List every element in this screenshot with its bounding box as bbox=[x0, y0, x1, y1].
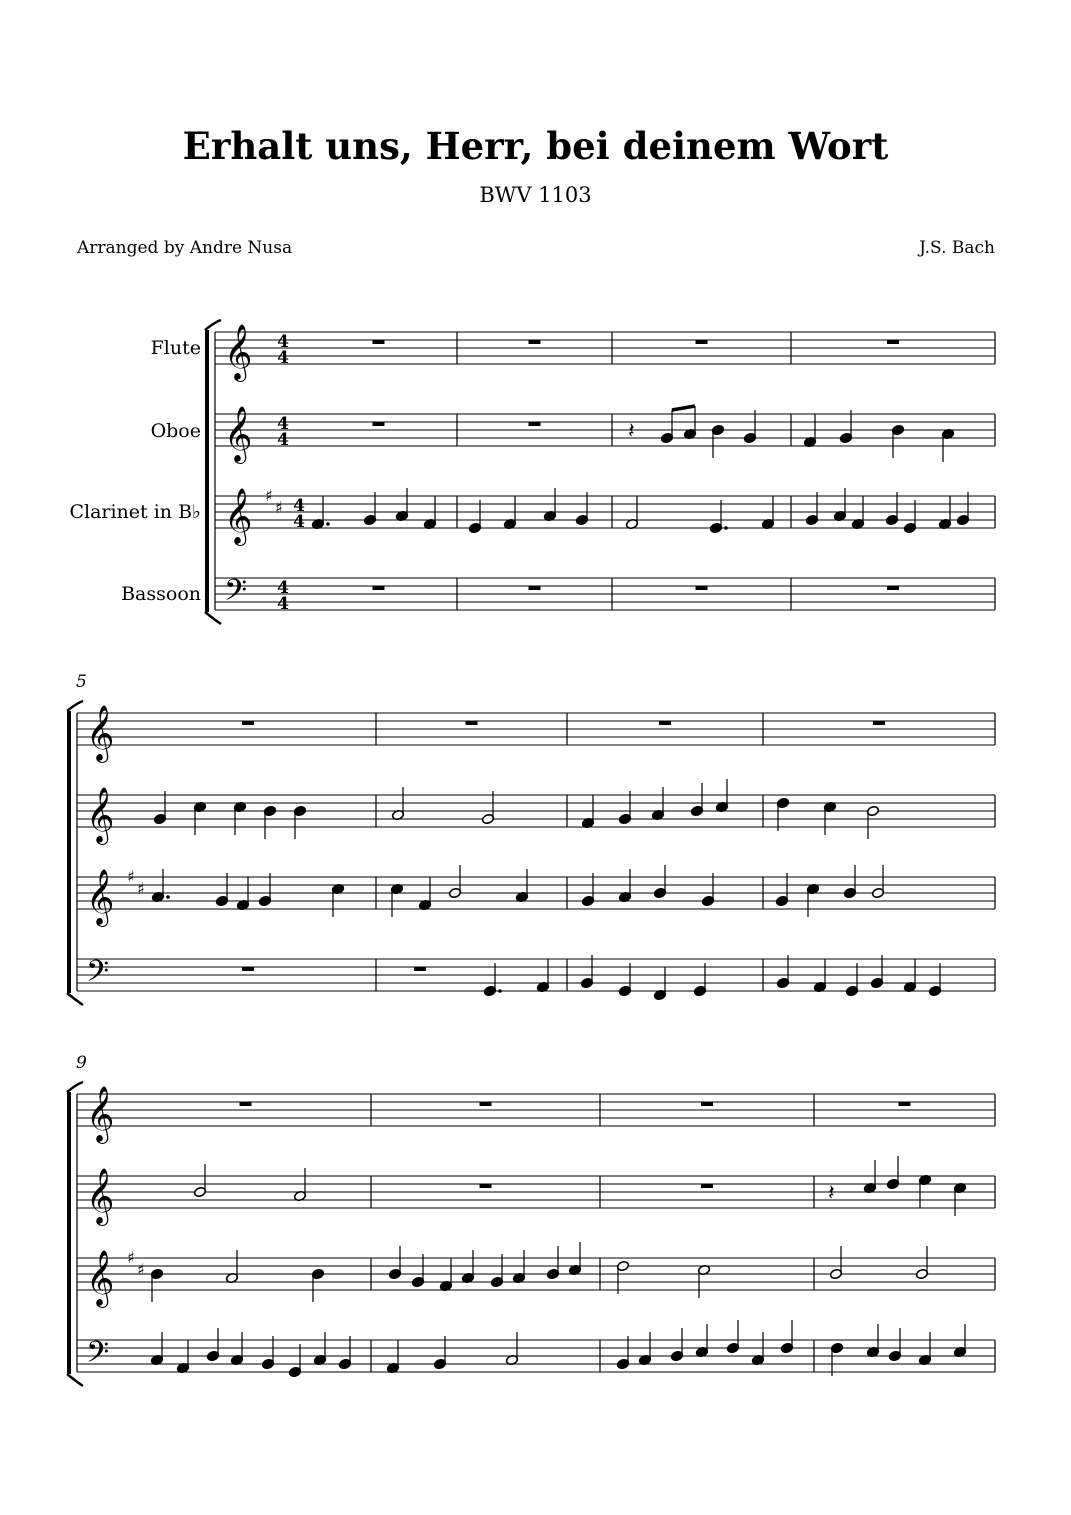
bracket-top-hook bbox=[67, 701, 83, 711]
sharp-icon: ♯ bbox=[265, 486, 273, 505]
time-signature-bottom: 4 bbox=[277, 348, 289, 368]
whole-rest bbox=[529, 340, 541, 344]
whole-rest bbox=[701, 1102, 713, 1106]
piece-title: Erhalt uns, Herr, bei deinem Wort bbox=[182, 124, 889, 168]
bracket-bottom-hook bbox=[205, 612, 221, 624]
whole-rest bbox=[529, 586, 541, 590]
time-signature-top: 4 bbox=[293, 496, 305, 516]
instrument-label-bassoon: Bassoon bbox=[121, 583, 201, 605]
composer-credit: J.S. Bach bbox=[919, 238, 995, 258]
treble-clef-icon: 𝄞 bbox=[86, 1168, 115, 1224]
bracket-bottom-hook bbox=[67, 1374, 83, 1386]
bracket-top-hook bbox=[67, 1082, 83, 1092]
bracket-top-hook bbox=[205, 320, 221, 330]
time-signature-bottom: 4 bbox=[293, 512, 305, 532]
treble-clef-icon: 𝄞 bbox=[86, 1250, 115, 1306]
sharp-icon: ♯ bbox=[127, 1248, 135, 1267]
dot bbox=[326, 522, 330, 526]
whole-rest bbox=[240, 1102, 252, 1106]
whole-rest bbox=[529, 422, 541, 426]
time-signature-top: 4 bbox=[277, 414, 289, 434]
sharp-icon: ♯ bbox=[137, 879, 145, 898]
whole-rest bbox=[696, 586, 708, 590]
whole-rest bbox=[887, 340, 899, 344]
bass-clef-icon: 𝄢 bbox=[224, 574, 248, 615]
whole-rest bbox=[696, 340, 708, 344]
time-signature-bottom: 4 bbox=[277, 594, 289, 614]
treble-clef-icon: 𝄞 bbox=[224, 324, 253, 380]
whole-rest bbox=[414, 967, 426, 971]
whole-rest bbox=[659, 721, 671, 725]
whole-rest bbox=[242, 721, 254, 725]
dot bbox=[724, 526, 728, 530]
dot bbox=[498, 989, 502, 993]
quarter-rest: 𝄽 bbox=[628, 419, 635, 444]
instrument-label-flute: Flute bbox=[150, 337, 201, 359]
whole-rest bbox=[480, 1102, 492, 1106]
time-signature-top: 4 bbox=[277, 578, 289, 598]
measure-number-5: 5 bbox=[76, 672, 87, 692]
whole-rest bbox=[242, 967, 254, 971]
treble-clef-icon: 𝄞 bbox=[86, 705, 115, 761]
treble-clef-icon: 𝄞 bbox=[224, 406, 253, 462]
treble-clef-icon: 𝄞 bbox=[86, 1086, 115, 1142]
whole-rest bbox=[701, 1184, 713, 1188]
whole-rest bbox=[466, 721, 478, 725]
time-signature-top: 4 bbox=[277, 332, 289, 352]
whole-rest bbox=[373, 340, 385, 344]
instrument-label-clarinet: Clarinet in B♭ bbox=[69, 501, 201, 523]
beam bbox=[672, 406, 695, 410]
bracket-bottom-hook bbox=[67, 993, 83, 1005]
bass-clef-icon: 𝄢 bbox=[86, 1336, 110, 1377]
arranger-credit: Arranged by Andre Nusa bbox=[77, 238, 293, 258]
catalog-number: BWV 1103 bbox=[479, 183, 592, 207]
treble-clef-icon: 𝄞 bbox=[86, 787, 115, 843]
dot bbox=[166, 895, 170, 899]
whole-rest bbox=[373, 586, 385, 590]
measure-number-9: 9 bbox=[76, 1053, 87, 1073]
whole-rest bbox=[373, 422, 385, 426]
bass-clef-icon: 𝄢 bbox=[86, 955, 110, 996]
whole-rest bbox=[899, 1102, 911, 1106]
sharp-icon: ♯ bbox=[275, 498, 283, 517]
sharp-icon: ♯ bbox=[127, 867, 135, 886]
whole-rest bbox=[873, 721, 885, 725]
instrument-label-oboe: Oboe bbox=[150, 420, 201, 442]
quarter-rest: 𝄽 bbox=[828, 1181, 835, 1206]
sharp-icon: ♯ bbox=[137, 1260, 145, 1279]
whole-rest bbox=[480, 1184, 492, 1188]
time-signature-bottom: 4 bbox=[277, 430, 289, 450]
whole-rest bbox=[887, 586, 899, 590]
treble-clef-icon: 𝄞 bbox=[224, 488, 253, 544]
treble-clef-icon: 𝄞 bbox=[86, 869, 115, 925]
